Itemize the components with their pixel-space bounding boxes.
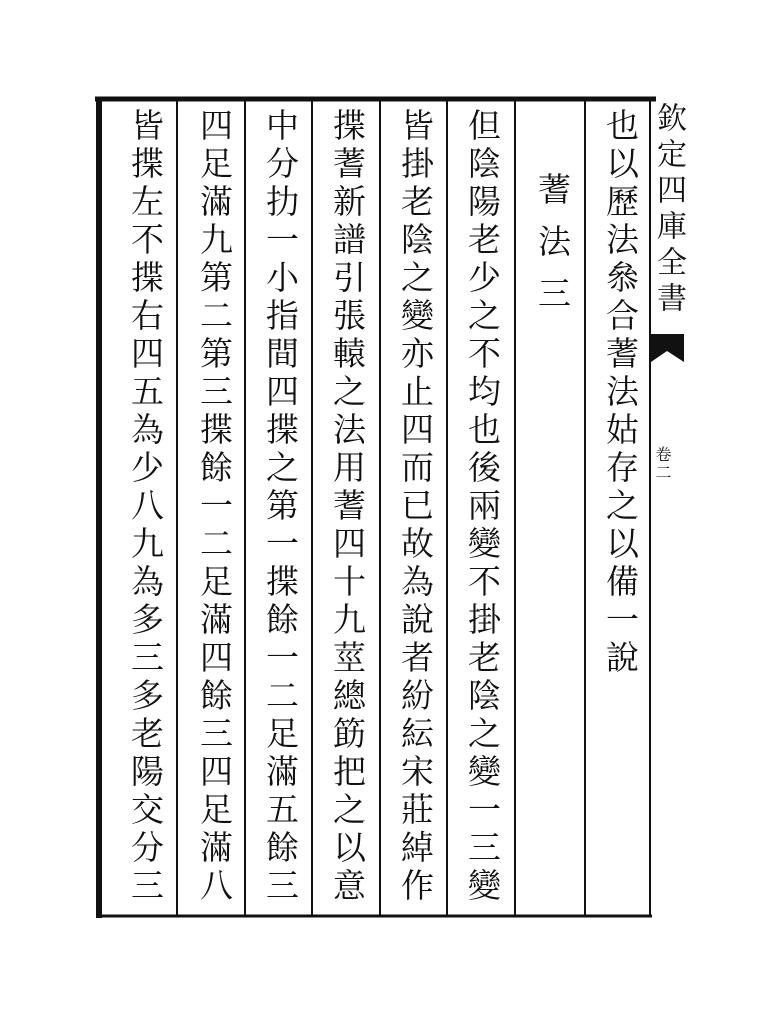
fish-tail-mark xyxy=(651,334,684,362)
text-column-7: 四足滿九第二第三揲餘一二足滿四餘三四足滿八 xyxy=(195,108,234,906)
text-column-3: 但陰陽老少之不均也後兩變不掛老陰之變一三變 xyxy=(463,108,502,906)
text-column-4: 皆掛老陰之變亦止四而已故為說者紛紜宋莊綽作 xyxy=(396,108,435,906)
text-column-6: 中分扐一小指間四揲之第一揲餘一二足滿五餘三 xyxy=(261,108,300,906)
margin-book-title: 欽定四庫全書 xyxy=(651,102,686,318)
margin-volume-label: 卷二 xyxy=(653,446,672,482)
text-column-1: 也以歷法叅合蓍法姑存之以備一說 xyxy=(601,108,640,678)
text-column-8: 皆揲左不揲右四五為少八九為多三多老陽交分三 xyxy=(126,108,165,906)
section-heading: 蓍法三 xyxy=(533,172,572,328)
text-column-5: 揲蓍新譜引張轅之法用蓍四十九莖總筯把之以意 xyxy=(328,108,367,906)
